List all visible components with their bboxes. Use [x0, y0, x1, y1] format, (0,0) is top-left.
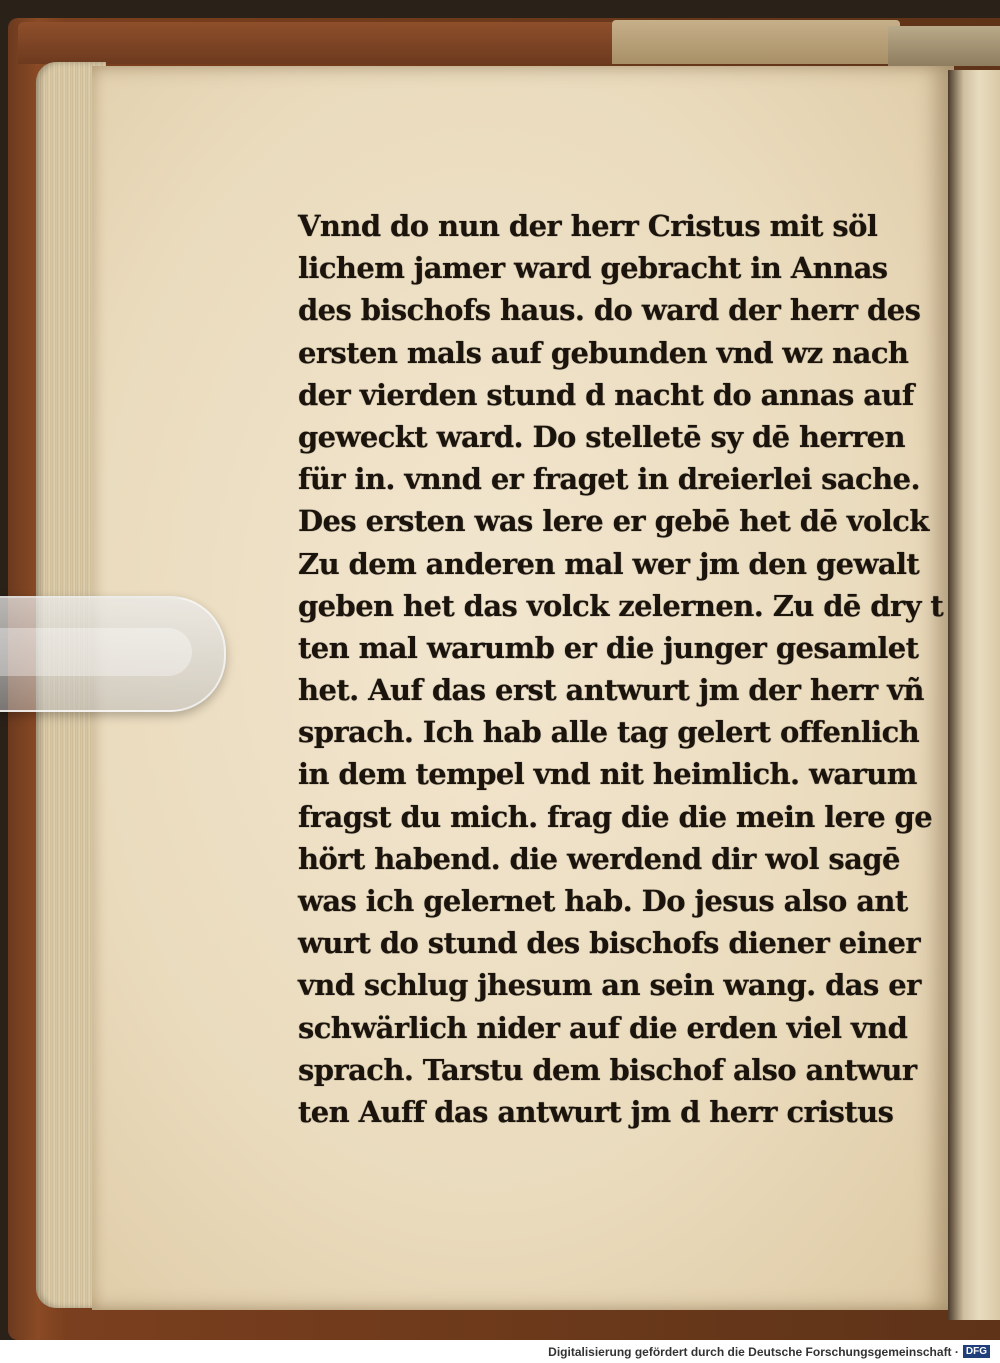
- text-line: was ich gelernet hab. Do jesus also ant: [298, 884, 908, 918]
- text-line: ten mal warumb er die junger gesamlet: [298, 630, 919, 665]
- digitization-footer: [0, 1340, 1000, 1363]
- text-line: hört habend. die werdend dir wol sagē: [298, 841, 900, 876]
- text-line: fragst du mich. frag die die mein lere ge: [298, 799, 933, 834]
- funding-credit: Digitalisierung gefördert durch die Deutsche Forschungsgemeinschaft ·: [548, 1344, 959, 1359]
- spine-patch-right: [888, 26, 1000, 66]
- text-line: schwärlich nider auf die erden viel vnd: [298, 1010, 908, 1045]
- text-line: des bischofs haus. do ward der herr des: [298, 293, 921, 328]
- clip-highlight: [0, 628, 192, 676]
- text-line: in dem tempel vnd nit heimlich. warum: [298, 757, 917, 792]
- text-line: Des ersten was lere er gebē het dē volck: [298, 504, 929, 539]
- text-line: für in. vnnd er fraget in dreierlei sache.: [298, 462, 920, 497]
- page-holder-clip: [0, 596, 226, 712]
- text-line: ten Auff das antwurt jm d herr cristus: [298, 1094, 894, 1129]
- text-line: geben het das volck zelernen. Zu dē dry t: [298, 588, 944, 623]
- text-block: [298, 205, 944, 1133]
- text-line: Vnnd do nun der herr Cristus mit söl: [298, 209, 878, 243]
- text-line: der vierden stund d nacht do annas auf: [298, 377, 914, 412]
- text-line: vnd schlug jhesum an sein wang. das er: [298, 968, 921, 1003]
- spine-patch: [612, 20, 900, 64]
- text-line: sprach. Tarstu dem bischof also antwur: [298, 1052, 917, 1087]
- dfg-logo: DFG: [963, 1345, 990, 1358]
- text-line: geweckt ward. Do stelletē sy dē herren: [298, 419, 906, 454]
- text-line: het. Auf das erst antwurt jm der herr vñ: [298, 673, 924, 708]
- text-line: lichem jamer ward gebracht in Annas: [298, 251, 888, 286]
- text-line: wurt do stund des bischofs diener einer: [298, 926, 921, 961]
- text-line: sprach. Ich hab alle tag gelert offenlich: [298, 715, 920, 750]
- book-gutter: [948, 70, 1000, 1320]
- cover-top-edge: [18, 22, 618, 64]
- text-line: ersten mals auf gebunden vnd wz nach: [298, 335, 909, 370]
- text-line: Zu dem anderen mal wer jm den gewalt: [298, 546, 920, 581]
